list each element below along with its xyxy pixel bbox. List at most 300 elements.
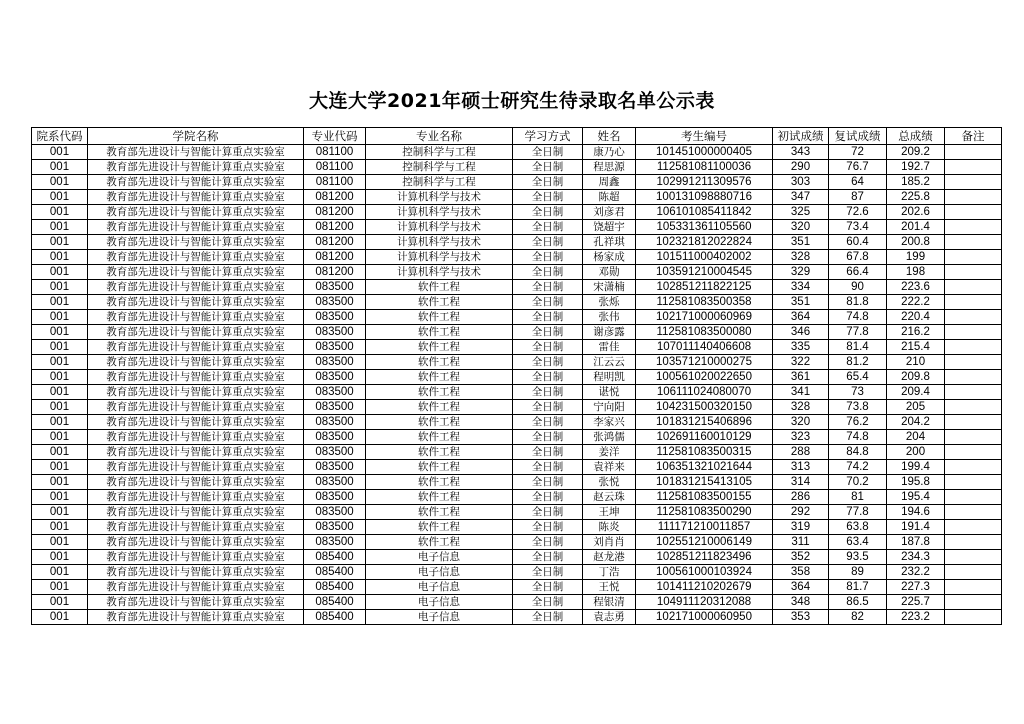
cell-exam-id: 103571210000275 xyxy=(636,355,773,370)
cell-remarks xyxy=(945,385,1002,400)
cell-prelim-score: 352 xyxy=(773,550,829,565)
cell-major-name: 计算机科学与技术 xyxy=(366,205,513,220)
cell-total-score: 199 xyxy=(887,250,945,265)
cell-study-mode: 全日制 xyxy=(513,355,583,370)
cell-major-name: 计算机科学与技术 xyxy=(366,220,513,235)
cell-major-name: 软件工程 xyxy=(366,475,513,490)
cell-student-name: 王悦 xyxy=(583,580,636,595)
table-row xyxy=(32,325,1002,340)
cell-retest-score: 81.2 xyxy=(829,355,887,370)
cell-dept-code: 001 xyxy=(32,325,88,340)
cell-major-name: 控制科学与工程 xyxy=(366,175,513,190)
cell-major-code: 083500 xyxy=(304,280,366,295)
cell-college: 教育部先进设计与智能计算重点实验室 xyxy=(88,385,304,400)
cell-remarks xyxy=(945,175,1002,190)
cell-major-code: 085400 xyxy=(304,550,366,565)
cell-total-score: 209.2 xyxy=(887,145,945,160)
table-row xyxy=(32,550,1002,565)
cell-major-name: 软件工程 xyxy=(366,340,513,355)
cell-major-name: 计算机科学与技术 xyxy=(366,235,513,250)
cell-prelim-score: 343 xyxy=(773,145,829,160)
cell-study-mode: 全日制 xyxy=(513,205,583,220)
cell-exam-id: 112581083500358 xyxy=(636,295,773,310)
cell-major-code: 083500 xyxy=(304,370,366,385)
cell-remarks xyxy=(945,610,1002,625)
table-row xyxy=(32,415,1002,430)
cell-major-name: 软件工程 xyxy=(366,325,513,340)
cell-retest-score: 63.4 xyxy=(829,535,887,550)
cell-college: 教育部先进设计与智能计算重点实验室 xyxy=(88,580,304,595)
cell-student-name: 张悦 xyxy=(583,475,636,490)
cell-total-score: 234.3 xyxy=(887,550,945,565)
cell-major-code: 081200 xyxy=(304,235,366,250)
cell-study-mode: 全日制 xyxy=(513,385,583,400)
cell-dept-code: 001 xyxy=(32,595,88,610)
cell-exam-id: 100561000103924 xyxy=(636,565,773,580)
table-row xyxy=(32,475,1002,490)
cell-major-code: 083500 xyxy=(304,415,366,430)
cell-dept-code: 001 xyxy=(32,310,88,325)
table-row xyxy=(32,520,1002,535)
cell-exam-id: 102851211823496 xyxy=(636,550,773,565)
table-row xyxy=(32,490,1002,505)
cell-major-code: 083500 xyxy=(304,430,366,445)
col-header-remarks: 备注 xyxy=(945,128,1002,145)
cell-prelim-score: 320 xyxy=(773,415,829,430)
table-row xyxy=(32,250,1002,265)
cell-major-name: 软件工程 xyxy=(366,295,513,310)
cell-major-code: 085400 xyxy=(304,595,366,610)
cell-major-name: 软件工程 xyxy=(366,430,513,445)
cell-exam-id: 104231500320150 xyxy=(636,400,773,415)
cell-total-score: 209.8 xyxy=(887,370,945,385)
cell-major-name: 软件工程 xyxy=(366,400,513,415)
cell-prelim-score: 346 xyxy=(773,325,829,340)
cell-remarks xyxy=(945,580,1002,595)
cell-prelim-score: 361 xyxy=(773,370,829,385)
cell-prelim-score: 348 xyxy=(773,595,829,610)
cell-study-mode: 全日制 xyxy=(513,280,583,295)
cell-exam-id: 106351321021644 xyxy=(636,460,773,475)
cell-college: 教育部先进设计与智能计算重点实验室 xyxy=(88,235,304,250)
cell-college: 教育部先进设计与智能计算重点实验室 xyxy=(88,310,304,325)
cell-student-name: 张伟 xyxy=(583,310,636,325)
cell-remarks xyxy=(945,250,1002,265)
cell-student-name: 袁志勇 xyxy=(583,610,636,625)
cell-exam-id: 111171210011857 xyxy=(636,520,773,535)
cell-exam-id: 106101085411842 xyxy=(636,205,773,220)
cell-study-mode: 全日制 xyxy=(513,340,583,355)
cell-major-name: 电子信息 xyxy=(366,565,513,580)
cell-major-name: 软件工程 xyxy=(366,445,513,460)
cell-major-name: 控制科学与工程 xyxy=(366,160,513,175)
cell-total-score: 216.2 xyxy=(887,325,945,340)
cell-retest-score: 84.8 xyxy=(829,445,887,460)
cell-college: 教育部先进设计与智能计算重点实验室 xyxy=(88,265,304,280)
cell-exam-id: 100131098880716 xyxy=(636,190,773,205)
cell-dept-code: 001 xyxy=(32,160,88,175)
cell-study-mode: 全日制 xyxy=(513,160,583,175)
table-row xyxy=(32,145,1002,160)
cell-student-name: 邓勋 xyxy=(583,265,636,280)
cell-study-mode: 全日制 xyxy=(513,370,583,385)
table-row xyxy=(32,175,1002,190)
cell-total-score: 225.8 xyxy=(887,190,945,205)
col-header-study-mode: 学习方式 xyxy=(513,128,583,145)
cell-total-score: 195.8 xyxy=(887,475,945,490)
cell-exam-id: 112581081100036 xyxy=(636,160,773,175)
cell-study-mode: 全日制 xyxy=(513,580,583,595)
cell-exam-id: 102551210006149 xyxy=(636,535,773,550)
cell-study-mode: 全日制 xyxy=(513,325,583,340)
cell-study-mode: 全日制 xyxy=(513,250,583,265)
cell-remarks xyxy=(945,145,1002,160)
cell-retest-score: 64 xyxy=(829,175,887,190)
cell-student-name: 陈炎 xyxy=(583,520,636,535)
cell-major-code: 083500 xyxy=(304,295,366,310)
cell-college: 教育部先进设计与智能计算重点实验室 xyxy=(88,295,304,310)
cell-study-mode: 全日制 xyxy=(513,520,583,535)
cell-exam-id: 107011140406608 xyxy=(636,340,773,355)
cell-student-name: 刘肖肖 xyxy=(583,535,636,550)
cell-prelim-score: 328 xyxy=(773,250,829,265)
cell-major-code: 081200 xyxy=(304,220,366,235)
cell-study-mode: 全日制 xyxy=(513,475,583,490)
cell-total-score: 198 xyxy=(887,265,945,280)
cell-study-mode: 全日制 xyxy=(513,235,583,250)
cell-exam-id: 102991211309576 xyxy=(636,175,773,190)
cell-total-score: 223.6 xyxy=(887,280,945,295)
cell-major-code: 081200 xyxy=(304,265,366,280)
cell-remarks xyxy=(945,415,1002,430)
cell-study-mode: 全日制 xyxy=(513,415,583,430)
table-row xyxy=(32,310,1002,325)
cell-student-name: 陈超 xyxy=(583,190,636,205)
cell-study-mode: 全日制 xyxy=(513,610,583,625)
cell-dept-code: 001 xyxy=(32,415,88,430)
cell-study-mode: 全日制 xyxy=(513,430,583,445)
cell-total-score: 194.6 xyxy=(887,505,945,520)
cell-total-score: 227.3 xyxy=(887,580,945,595)
cell-prelim-score: 314 xyxy=(773,475,829,490)
cell-remarks xyxy=(945,430,1002,445)
cell-dept-code: 001 xyxy=(32,580,88,595)
cell-retest-score: 81.8 xyxy=(829,295,887,310)
cell-major-code: 081100 xyxy=(304,145,366,160)
cell-total-score: 223.2 xyxy=(887,610,945,625)
cell-total-score: 202.6 xyxy=(887,205,945,220)
cell-exam-id: 101831215413105 xyxy=(636,475,773,490)
cell-exam-id: 102171000060950 xyxy=(636,610,773,625)
cell-major-name: 软件工程 xyxy=(366,490,513,505)
cell-prelim-score: 320 xyxy=(773,220,829,235)
cell-major-name: 软件工程 xyxy=(366,370,513,385)
cell-exam-id: 101831215406896 xyxy=(636,415,773,430)
cell-major-code: 083500 xyxy=(304,310,366,325)
cell-study-mode: 全日制 xyxy=(513,565,583,580)
cell-major-code: 085400 xyxy=(304,565,366,580)
cell-dept-code: 001 xyxy=(32,550,88,565)
cell-major-name: 计算机科学与技术 xyxy=(366,190,513,205)
cell-college: 教育部先进设计与智能计算重点实验室 xyxy=(88,550,304,565)
cell-major-code: 083500 xyxy=(304,340,366,355)
cell-college: 教育部先进设计与智能计算重点实验室 xyxy=(88,490,304,505)
cell-college: 教育部先进设计与智能计算重点实验室 xyxy=(88,175,304,190)
cell-student-name: 张鸿儒 xyxy=(583,430,636,445)
cell-dept-code: 001 xyxy=(32,430,88,445)
cell-exam-id: 101411210202679 xyxy=(636,580,773,595)
cell-exam-id: 103591210004545 xyxy=(636,265,773,280)
cell-college: 教育部先进设计与智能计算重点实验室 xyxy=(88,460,304,475)
cell-prelim-score: 319 xyxy=(773,520,829,535)
cell-remarks xyxy=(945,190,1002,205)
cell-retest-score: 82 xyxy=(829,610,887,625)
cell-retest-score: 81 xyxy=(829,490,887,505)
cell-remarks xyxy=(945,460,1002,475)
cell-college: 教育部先进设计与智能计算重点实验室 xyxy=(88,145,304,160)
cell-student-name: 周鑫 xyxy=(583,175,636,190)
cell-major-code: 083500 xyxy=(304,490,366,505)
table-row xyxy=(32,595,1002,610)
cell-prelim-score: 351 xyxy=(773,235,829,250)
cell-study-mode: 全日制 xyxy=(513,175,583,190)
cell-remarks xyxy=(945,340,1002,355)
cell-study-mode: 全日制 xyxy=(513,535,583,550)
table-row xyxy=(32,220,1002,235)
table-row xyxy=(32,160,1002,175)
cell-dept-code: 001 xyxy=(32,370,88,385)
cell-major-code: 083500 xyxy=(304,520,366,535)
cell-college: 教育部先进设计与智能计算重点实验室 xyxy=(88,370,304,385)
cell-student-name: 程明凯 xyxy=(583,370,636,385)
cell-study-mode: 全日制 xyxy=(513,400,583,415)
cell-dept-code: 001 xyxy=(32,520,88,535)
cell-college: 教育部先进设计与智能计算重点实验室 xyxy=(88,400,304,415)
cell-major-code: 083500 xyxy=(304,385,366,400)
cell-remarks xyxy=(945,235,1002,250)
cell-total-score: 191.4 xyxy=(887,520,945,535)
cell-dept-code: 001 xyxy=(32,280,88,295)
cell-remarks xyxy=(945,265,1002,280)
cell-study-mode: 全日制 xyxy=(513,265,583,280)
col-header-major-name: 专业名称 xyxy=(366,128,513,145)
cell-student-name: 赵龙港 xyxy=(583,550,636,565)
cell-study-mode: 全日制 xyxy=(513,550,583,565)
cell-college: 教育部先进设计与智能计算重点实验室 xyxy=(88,220,304,235)
cell-total-score: 201.4 xyxy=(887,220,945,235)
cell-student-name: 刘彦君 xyxy=(583,205,636,220)
cell-total-score: 205 xyxy=(887,400,945,415)
cell-total-score: 200 xyxy=(887,445,945,460)
table-row xyxy=(32,190,1002,205)
cell-prelim-score: 358 xyxy=(773,565,829,580)
admission-table xyxy=(31,127,1002,625)
col-header-exam-id: 考生编号 xyxy=(636,128,773,145)
cell-remarks xyxy=(945,310,1002,325)
cell-dept-code: 001 xyxy=(32,175,88,190)
cell-major-code: 085400 xyxy=(304,610,366,625)
cell-remarks xyxy=(945,370,1002,385)
cell-major-name: 软件工程 xyxy=(366,415,513,430)
cell-major-code: 083500 xyxy=(304,535,366,550)
cell-student-name: 雷佳 xyxy=(583,340,636,355)
table-row xyxy=(32,295,1002,310)
cell-major-code: 081100 xyxy=(304,160,366,175)
cell-student-name: 孔祥琪 xyxy=(583,235,636,250)
col-header-dept-code: 院系代码 xyxy=(32,128,88,145)
cell-exam-id: 112581083500315 xyxy=(636,445,773,460)
cell-dept-code: 001 xyxy=(32,355,88,370)
cell-student-name: 谢彦露 xyxy=(583,325,636,340)
cell-dept-code: 001 xyxy=(32,250,88,265)
col-header-major-code: 专业代码 xyxy=(304,128,366,145)
cell-retest-score: 65.4 xyxy=(829,370,887,385)
cell-exam-id: 102321812022824 xyxy=(636,235,773,250)
cell-retest-score: 93.5 xyxy=(829,550,887,565)
cell-dept-code: 001 xyxy=(32,475,88,490)
table-row xyxy=(32,280,1002,295)
cell-student-name: 宁向阳 xyxy=(583,400,636,415)
cell-dept-code: 001 xyxy=(32,400,88,415)
cell-student-name: 袁祥来 xyxy=(583,460,636,475)
table-row xyxy=(32,445,1002,460)
cell-remarks xyxy=(945,160,1002,175)
cell-major-name: 计算机科学与技术 xyxy=(366,265,513,280)
table-row xyxy=(32,535,1002,550)
cell-total-score: 209.4 xyxy=(887,385,945,400)
cell-major-code: 083500 xyxy=(304,325,366,340)
table-row xyxy=(32,370,1002,385)
cell-student-name: 杨家成 xyxy=(583,250,636,265)
cell-retest-score: 63.8 xyxy=(829,520,887,535)
cell-college: 教育部先进设计与智能计算重点实验室 xyxy=(88,340,304,355)
cell-prelim-score: 292 xyxy=(773,505,829,520)
col-header-name: 姓名 xyxy=(583,128,636,145)
cell-prelim-score: 364 xyxy=(773,310,829,325)
cell-college: 教育部先进设计与智能计算重点实验室 xyxy=(88,355,304,370)
cell-remarks xyxy=(945,220,1002,235)
cell-college: 教育部先进设计与智能计算重点实验室 xyxy=(88,445,304,460)
cell-college: 教育部先进设计与智能计算重点实验室 xyxy=(88,430,304,445)
cell-study-mode: 全日制 xyxy=(513,190,583,205)
cell-major-name: 电子信息 xyxy=(366,595,513,610)
cell-college: 教育部先进设计与智能计算重点实验室 xyxy=(88,415,304,430)
cell-total-score: 210 xyxy=(887,355,945,370)
table-row xyxy=(32,235,1002,250)
cell-retest-score: 90 xyxy=(829,280,887,295)
col-header-prelim-score: 初试成绩 xyxy=(773,128,829,145)
cell-student-name: 王坤 xyxy=(583,505,636,520)
cell-student-name: 程银清 xyxy=(583,595,636,610)
cell-study-mode: 全日制 xyxy=(513,460,583,475)
cell-dept-code: 001 xyxy=(32,505,88,520)
cell-dept-code: 001 xyxy=(32,490,88,505)
cell-prelim-score: 347 xyxy=(773,190,829,205)
cell-college: 教育部先进设计与智能计算重点实验室 xyxy=(88,280,304,295)
cell-major-code: 081200 xyxy=(304,190,366,205)
cell-dept-code: 001 xyxy=(32,265,88,280)
cell-retest-score: 76.7 xyxy=(829,160,887,175)
table-row xyxy=(32,400,1002,415)
cell-retest-score: 74.2 xyxy=(829,460,887,475)
cell-retest-score: 73 xyxy=(829,385,887,400)
col-header-retest-score: 复试成绩 xyxy=(829,128,887,145)
cell-college: 教育部先进设计与智能计算重点实验室 xyxy=(88,190,304,205)
table-row xyxy=(32,205,1002,220)
cell-study-mode: 全日制 xyxy=(513,310,583,325)
cell-dept-code: 001 xyxy=(32,610,88,625)
cell-retest-score: 73.8 xyxy=(829,400,887,415)
cell-remarks xyxy=(945,445,1002,460)
cell-total-score: 187.8 xyxy=(887,535,945,550)
cell-total-score: 220.4 xyxy=(887,310,945,325)
cell-retest-score: 87 xyxy=(829,190,887,205)
table-row xyxy=(32,355,1002,370)
cell-dept-code: 001 xyxy=(32,385,88,400)
cell-study-mode: 全日制 xyxy=(513,220,583,235)
cell-remarks xyxy=(945,490,1002,505)
cell-total-score: 192.7 xyxy=(887,160,945,175)
cell-exam-id: 106111024080070 xyxy=(636,385,773,400)
cell-remarks xyxy=(945,550,1002,565)
cell-college: 教育部先进设计与智能计算重点实验室 xyxy=(88,505,304,520)
cell-major-name: 软件工程 xyxy=(366,535,513,550)
cell-major-name: 软件工程 xyxy=(366,520,513,535)
cell-exam-id: 101451000000405 xyxy=(636,145,773,160)
cell-major-code: 083500 xyxy=(304,400,366,415)
cell-dept-code: 001 xyxy=(32,340,88,355)
cell-retest-score: 81.7 xyxy=(829,580,887,595)
cell-total-score: 204 xyxy=(887,430,945,445)
cell-total-score: 204.2 xyxy=(887,415,945,430)
cell-retest-score: 74.8 xyxy=(829,310,887,325)
cell-student-name: 赵云珠 xyxy=(583,490,636,505)
cell-retest-score: 89 xyxy=(829,565,887,580)
cell-prelim-score: 341 xyxy=(773,385,829,400)
cell-student-name: 宋潇楠 xyxy=(583,280,636,295)
cell-student-name: 李家兴 xyxy=(583,415,636,430)
cell-prelim-score: 364 xyxy=(773,580,829,595)
cell-major-code: 081200 xyxy=(304,205,366,220)
cell-study-mode: 全日制 xyxy=(513,295,583,310)
cell-remarks xyxy=(945,355,1002,370)
cell-major-code: 081100 xyxy=(304,175,366,190)
cell-major-name: 软件工程 xyxy=(366,505,513,520)
cell-study-mode: 全日制 xyxy=(513,595,583,610)
cell-prelim-score: 325 xyxy=(773,205,829,220)
cell-dept-code: 001 xyxy=(32,220,88,235)
cell-major-name: 电子信息 xyxy=(366,610,513,625)
cell-major-name: 电子信息 xyxy=(366,550,513,565)
cell-exam-id: 112581083500290 xyxy=(636,505,773,520)
cell-college: 教育部先进设计与智能计算重点实验室 xyxy=(88,610,304,625)
cell-remarks xyxy=(945,520,1002,535)
cell-exam-id: 100561020022650 xyxy=(636,370,773,385)
table-row xyxy=(32,430,1002,445)
cell-study-mode: 全日制 xyxy=(513,490,583,505)
table-row xyxy=(32,565,1002,580)
cell-major-code: 083500 xyxy=(304,475,366,490)
cell-college: 教育部先进设计与智能计算重点实验室 xyxy=(88,205,304,220)
cell-prelim-score: 328 xyxy=(773,400,829,415)
cell-major-code: 083500 xyxy=(304,355,366,370)
cell-major-code: 083500 xyxy=(304,460,366,475)
cell-student-name: 程思源 xyxy=(583,160,636,175)
table-row xyxy=(32,265,1002,280)
col-header-total-score: 总成绩 xyxy=(887,128,945,145)
cell-retest-score: 70.2 xyxy=(829,475,887,490)
cell-retest-score: 77.8 xyxy=(829,325,887,340)
